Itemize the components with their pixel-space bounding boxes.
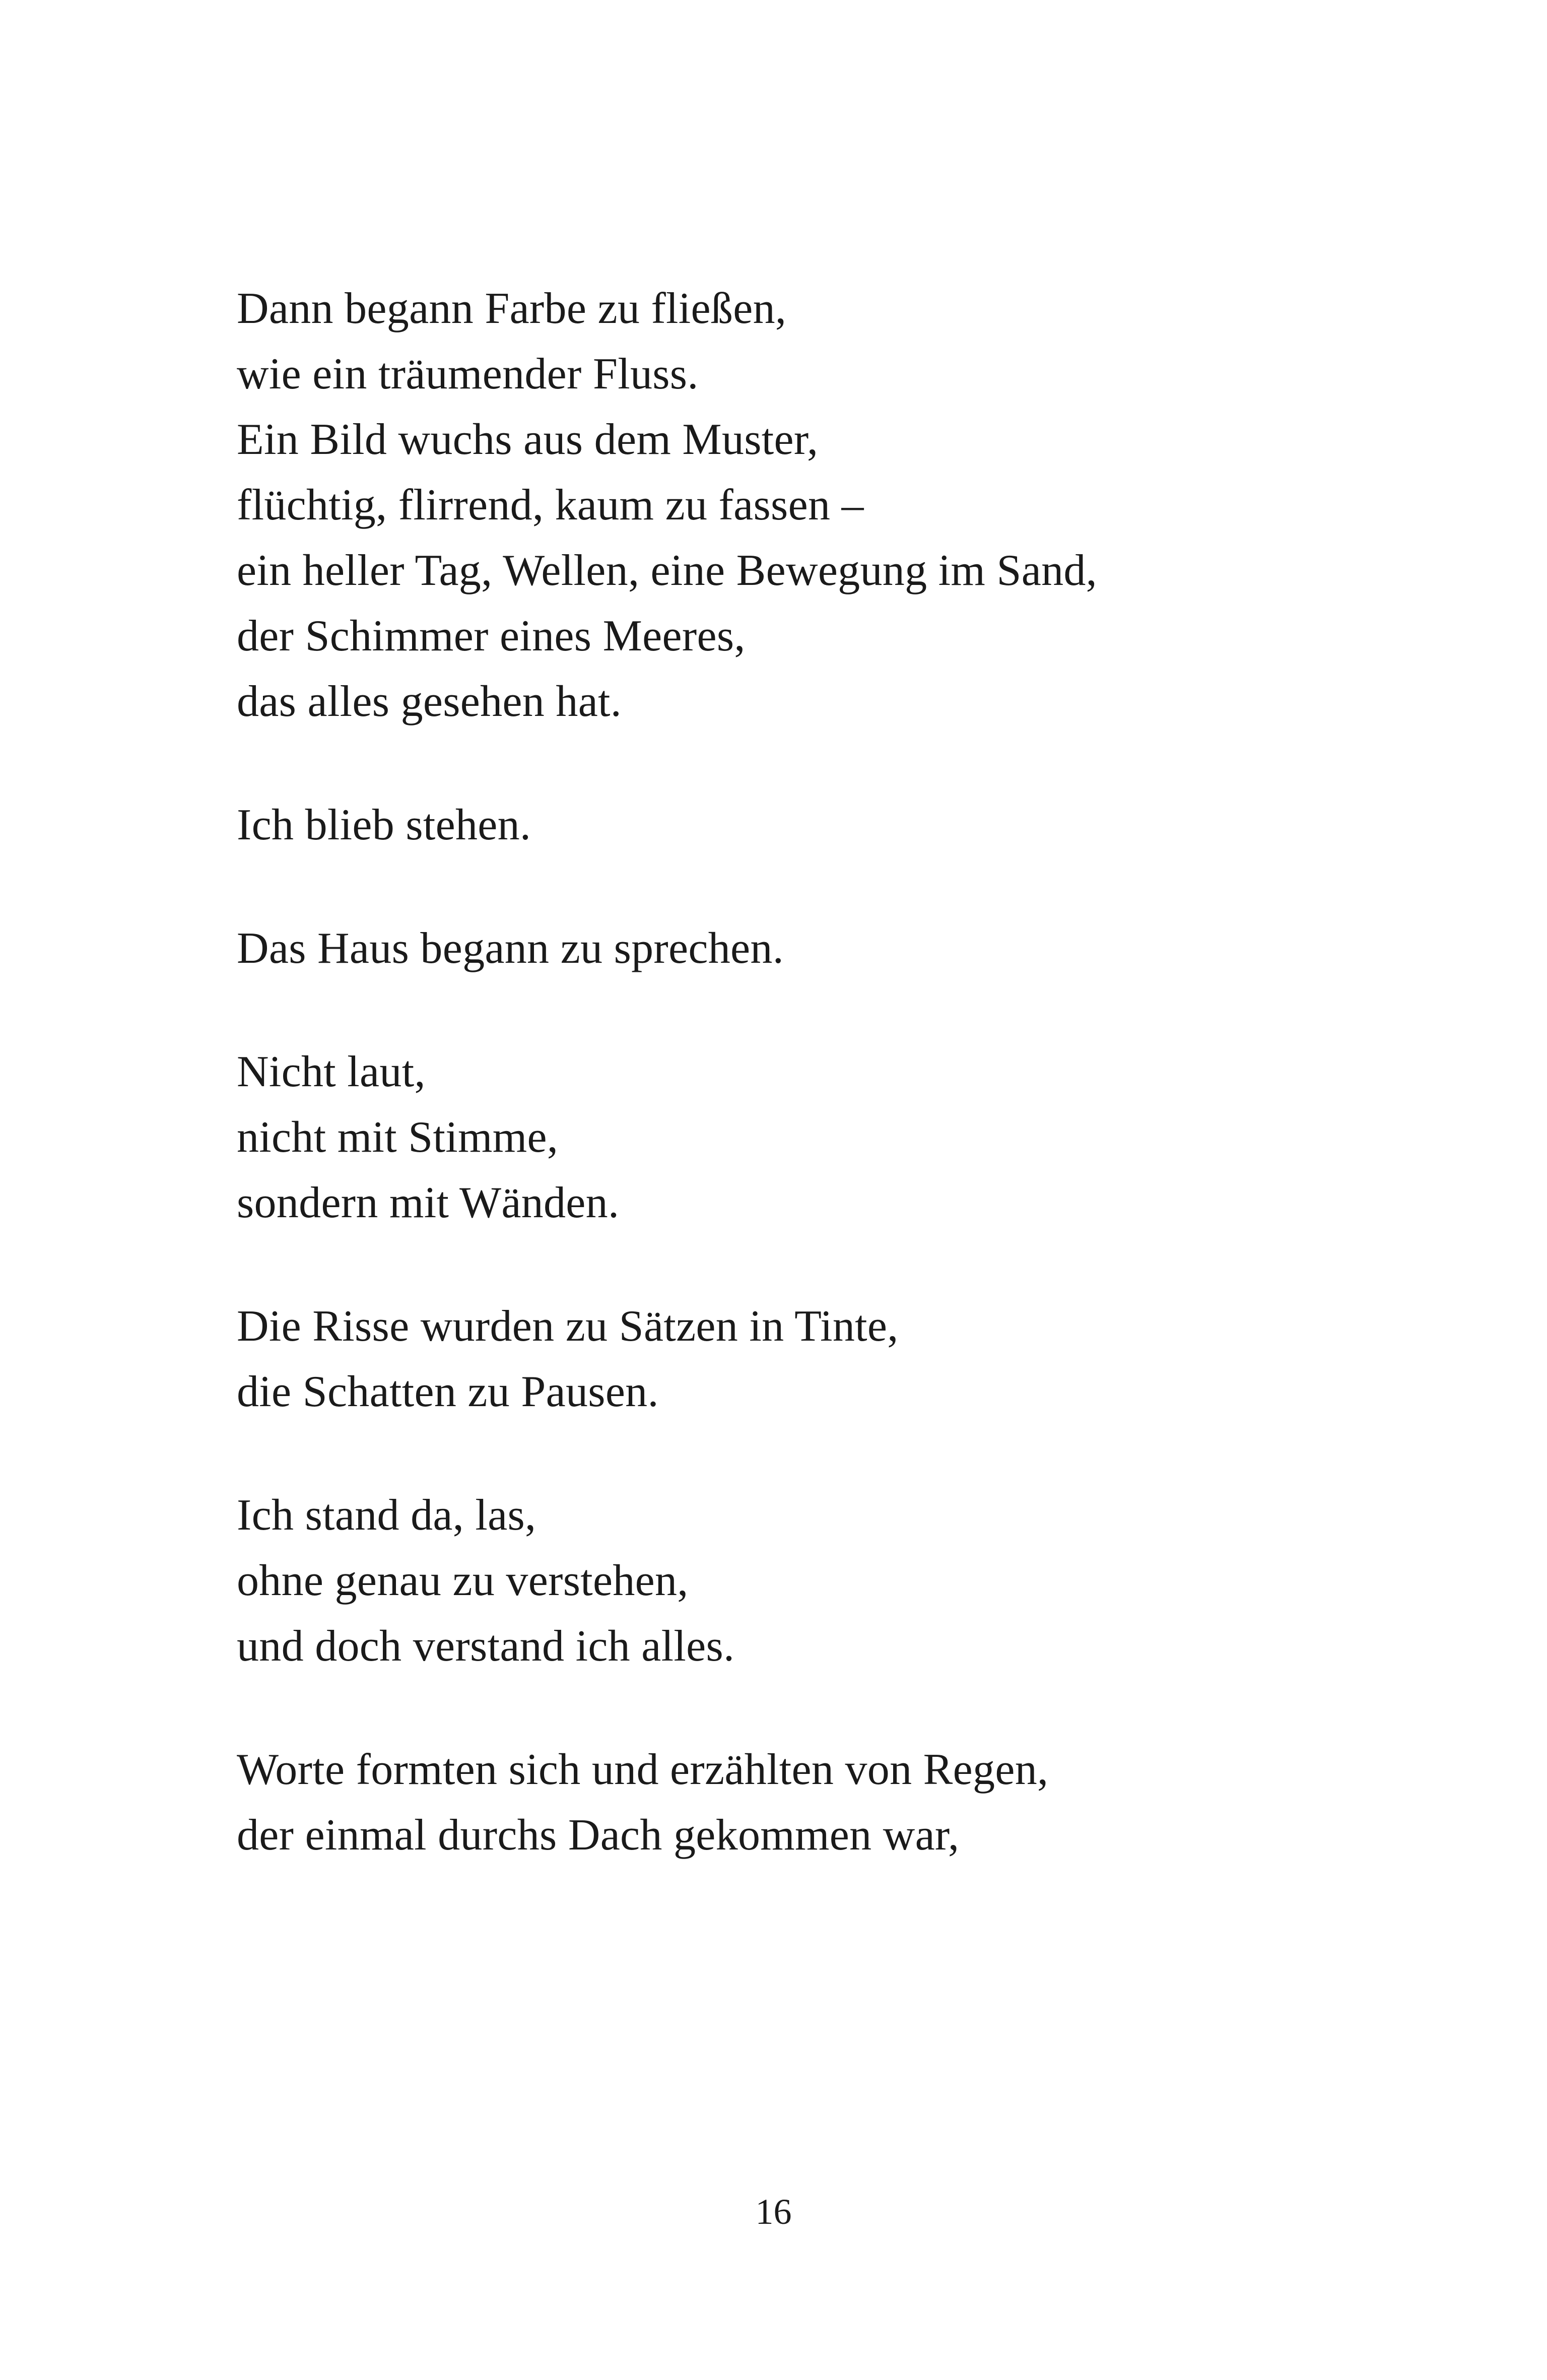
stanza-4	[237, 1039, 1446, 1236]
poem-line: Nicht laut,	[237, 1047, 426, 1096]
poem-line: Ich blieb stehen.	[237, 801, 531, 849]
stanza-3	[237, 916, 1446, 981]
poem-line: Das Haus begann zu sprechen.	[237, 924, 784, 973]
poem-line: der einmal durchs Dach gekommen war,	[237, 1811, 960, 1860]
stanza-1	[237, 276, 1446, 735]
stanza-5	[237, 1294, 1446, 1425]
poem-line: Ein Bild wuchs aus dem Muster,	[237, 415, 819, 464]
stanza-7	[237, 1737, 1446, 1868]
page-number: 16	[755, 2192, 792, 2232]
poem-line: Worte formten sich und erzählten von Regen,	[237, 1745, 1049, 1794]
poem-line: ein heller Tag, Wellen, eine Bewegung im Sand,	[237, 546, 1097, 595]
poem-line: flüchtig, flirrend, kaum zu fassen –	[237, 481, 864, 530]
stanza-2	[237, 792, 1446, 858]
poem-body	[237, 276, 1446, 1868]
poem-line: und doch verstand ich alles.	[237, 1622, 735, 1671]
stanza-6	[237, 1483, 1446, 1679]
poem-line: sondern mit Wänden.	[237, 1178, 620, 1227]
poem-line: der Schimmer eines Meeres,	[237, 612, 746, 660]
poem-line: das alles gesehen hat.	[237, 677, 622, 726]
poem-line: Die Risse wurden zu Sätzen in Tinte,	[237, 1302, 899, 1351]
poem-line: nicht mit Stimme,	[237, 1113, 559, 1162]
poem-line: Dann begann Farbe zu fließen,	[237, 284, 787, 333]
poem-line: Ich stand da, las,	[237, 1491, 536, 1540]
poem-line: die Schatten zu Pausen.	[237, 1367, 659, 1416]
poem-line: ohne genau zu verstehen,	[237, 1556, 689, 1605]
poem-line: wie ein träumender Fluss.	[237, 350, 699, 399]
